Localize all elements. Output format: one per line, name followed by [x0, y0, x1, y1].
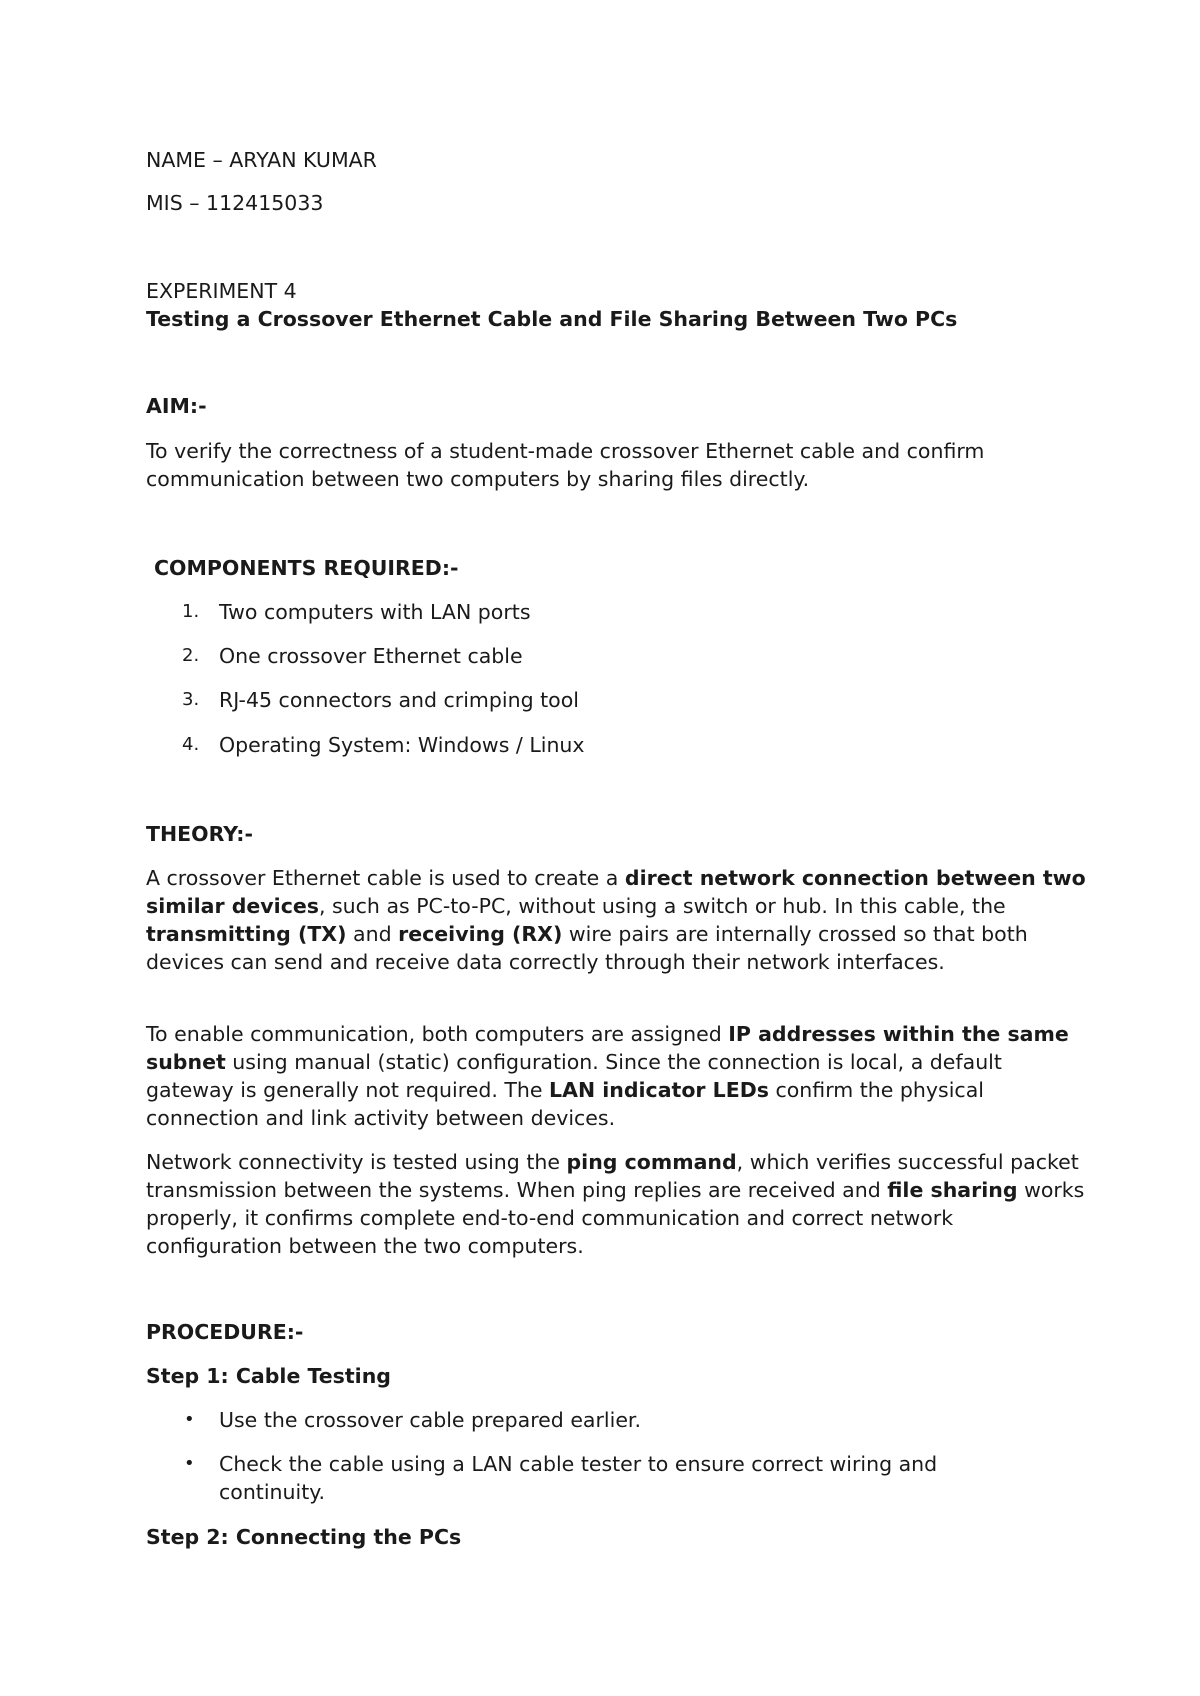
- text-run: confirm the physical connection and link activity between devices.: [146, 1078, 984, 1130]
- bold-run: transmitting (TX): [146, 922, 347, 946]
- step-2-title: Step 2: Connecting the PCs: [146, 1525, 462, 1549]
- text-run: wire pairs are internally crossed so that both devices can send and receive data correctly through their network interfaces.: [146, 922, 1028, 974]
- list-item-text: Two computers with LAN ports: [219, 600, 531, 624]
- list-number: 3.: [182, 689, 200, 710]
- bullet-icon: •: [184, 1453, 195, 1474]
- theory-paragraph-2: [146, 1020, 1086, 1132]
- bullet-icon: •: [184, 1409, 195, 1430]
- text-run: To enable communication, both computers are assigned: [146, 1022, 729, 1046]
- bold-run: ping command: [566, 1150, 737, 1174]
- experiment-label: EXPERIMENT 4: [146, 279, 297, 303]
- text-run: using manual (static) configuration. Since the connection is local, a default gateway is generally not required. The: [146, 1050, 1002, 1102]
- bold-run: file sharing: [887, 1178, 1018, 1202]
- text-run: works properly, it confirms complete end-to-end communication and correct network configuration between the two computers.: [146, 1178, 1085, 1258]
- student-name: NAME – ARYAN KUMAR: [146, 148, 377, 172]
- list-item-text: One crossover Ethernet cable: [219, 644, 523, 668]
- bold-run: IP addresses within the same subnet: [146, 1022, 1069, 1074]
- step-1-title: Step 1: Cable Testing: [146, 1364, 391, 1388]
- aim-line-1: To verify the correctness of a student-made crossover Ethernet cable and confirm: [146, 439, 985, 463]
- list-item-text: Check the cable using a LAN cable tester to ensure correct wiring and: [219, 1452, 938, 1476]
- theory-paragraph-1: [146, 864, 1086, 976]
- student-mis: MIS – 112415033: [146, 191, 324, 215]
- experiment-title: Testing a Crossover Ethernet Cable and File Sharing Between Two PCs: [146, 307, 958, 331]
- list-item-text: continuity.: [219, 1480, 325, 1504]
- list-number: 4.: [182, 734, 200, 755]
- list-item-text: Use the crossover cable prepared earlier.: [219, 1408, 641, 1432]
- list-item-text: Operating System: Windows / Linux: [219, 733, 585, 757]
- bold-run: direct network connection between two similar devices: [146, 866, 1086, 918]
- aim-heading: AIM:-: [146, 394, 207, 418]
- theory-paragraph-3: [146, 1148, 1086, 1260]
- aim-line-2: communication between two computers by sharing files directly.: [146, 467, 810, 491]
- components-heading: COMPONENTS REQUIRED:-: [154, 556, 459, 580]
- text-run: Network connectivity is tested using the: [146, 1150, 567, 1174]
- bold-run: receiving (RX): [398, 922, 563, 946]
- list-item-text: RJ-45 connectors and crimping tool: [219, 688, 579, 712]
- text-run: A crossover Ethernet cable is used to create a: [146, 866, 625, 890]
- list-number: 1.: [182, 601, 200, 622]
- text-run: , which verifies successful packet transmission between the systems. When ping replies are received and: [146, 1150, 1079, 1202]
- procedure-heading: PROCEDURE:-: [146, 1320, 304, 1344]
- list-number: 2.: [182, 645, 200, 666]
- bold-run: LAN indicator LEDs: [549, 1078, 769, 1102]
- text-run: and: [346, 922, 399, 946]
- theory-heading: THEORY:-: [146, 822, 254, 846]
- text-run: , such as PC-to-PC, without using a switch or hub. In this cable, the: [318, 894, 1006, 918]
